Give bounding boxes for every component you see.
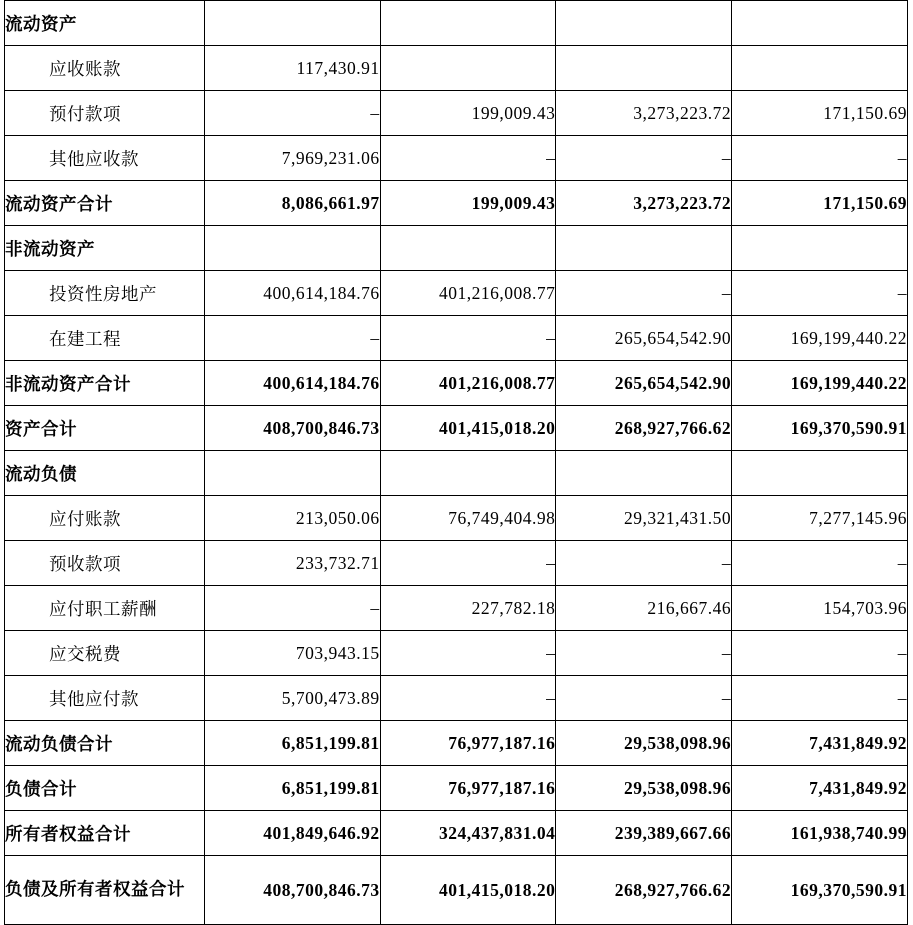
cell-value — [556, 451, 732, 496]
row-label: 应收账款 — [5, 46, 205, 91]
row-label: 流动负债 — [5, 451, 205, 496]
cell-value: 401,849,646.92 — [204, 811, 380, 856]
cell-value: 703,943.15 — [204, 631, 380, 676]
cell-value: 400,614,184.76 — [204, 271, 380, 316]
cell-value: – — [380, 631, 556, 676]
cell-value: – — [732, 136, 908, 181]
cell-value: 216,667.46 — [556, 586, 732, 631]
cell-value — [556, 226, 732, 271]
cell-value: 154,703.96 — [732, 586, 908, 631]
cell-value: 239,389,667.66 — [556, 811, 732, 856]
row-label: 非流动资产 — [5, 226, 205, 271]
table-row — [5, 721, 908, 766]
cell-value — [732, 1, 908, 46]
cell-value: – — [556, 271, 732, 316]
row-label: 所有者权益合计 — [5, 811, 205, 856]
cell-value: 213,050.06 — [204, 496, 380, 541]
cell-value: 408,700,846.73 — [204, 856, 380, 925]
cell-value: 265,654,542.90 — [556, 316, 732, 361]
cell-value — [732, 46, 908, 91]
cell-value: 268,927,766.62 — [556, 406, 732, 451]
table-row — [5, 496, 908, 541]
row-label: 流动负债合计 — [5, 721, 205, 766]
cell-value: 6,851,199.81 — [204, 766, 380, 811]
cell-value — [380, 46, 556, 91]
row-label: 非流动资产合计 — [5, 361, 205, 406]
table-row — [5, 586, 908, 631]
cell-value: 7,969,231.06 — [204, 136, 380, 181]
table-row — [5, 676, 908, 721]
cell-value: – — [380, 136, 556, 181]
row-label: 应付账款 — [5, 496, 205, 541]
row-label: 流动资产 — [5, 1, 205, 46]
cell-value: 401,415,018.20 — [380, 406, 556, 451]
financial-table — [4, 0, 908, 925]
cell-value: 400,614,184.76 — [204, 361, 380, 406]
cell-value: 3,273,223.72 — [556, 91, 732, 136]
table-row — [5, 271, 908, 316]
cell-value: 29,321,431.50 — [556, 496, 732, 541]
table-row — [5, 91, 908, 136]
cell-value: 29,538,098.96 — [556, 766, 732, 811]
table-row — [5, 856, 908, 925]
cell-value: 6,851,199.81 — [204, 721, 380, 766]
row-label: 应付职工薪酬 — [5, 586, 205, 631]
cell-value: – — [204, 316, 380, 361]
table-row — [5, 136, 908, 181]
table-row — [5, 631, 908, 676]
table-row — [5, 316, 908, 361]
row-label: 其他应付款 — [5, 676, 205, 721]
cell-value: 117,430.91 — [204, 46, 380, 91]
table-row — [5, 226, 908, 271]
row-label: 资产合计 — [5, 406, 205, 451]
cell-value — [732, 226, 908, 271]
cell-value: 169,370,590.91 — [732, 856, 908, 925]
cell-value — [732, 451, 908, 496]
cell-value: – — [380, 316, 556, 361]
cell-value: – — [380, 676, 556, 721]
table-row — [5, 1, 908, 46]
cell-value: 408,700,846.73 — [204, 406, 380, 451]
cell-value — [380, 1, 556, 46]
cell-value — [556, 1, 732, 46]
cell-value: – — [732, 676, 908, 721]
row-label: 负债及所有者权益合计 — [5, 856, 205, 925]
table-row — [5, 46, 908, 91]
cell-value: 401,216,008.77 — [380, 271, 556, 316]
row-label: 在建工程 — [5, 316, 205, 361]
cell-value: 265,654,542.90 — [556, 361, 732, 406]
row-label: 其他应收款 — [5, 136, 205, 181]
cell-value: – — [732, 541, 908, 586]
cell-value: 5,700,473.89 — [204, 676, 380, 721]
table-row — [5, 361, 908, 406]
cell-value: 7,277,145.96 — [732, 496, 908, 541]
cell-value: 76,977,187.16 — [380, 766, 556, 811]
cell-value — [204, 1, 380, 46]
table-row — [5, 181, 908, 226]
cell-value: 233,732.71 — [204, 541, 380, 586]
table-row — [5, 451, 908, 496]
cell-value: – — [732, 271, 908, 316]
cell-value: 268,927,766.62 — [556, 856, 732, 925]
cell-value: 169,199,440.22 — [732, 316, 908, 361]
cell-value: 227,782.18 — [380, 586, 556, 631]
cell-value: 401,216,008.77 — [380, 361, 556, 406]
cell-value: 76,977,187.16 — [380, 721, 556, 766]
cell-value: – — [556, 676, 732, 721]
cell-value: – — [556, 136, 732, 181]
row-label: 预收款项 — [5, 541, 205, 586]
row-label: 投资性房地产 — [5, 271, 205, 316]
cell-value: 76,749,404.98 — [380, 496, 556, 541]
row-label: 预付款项 — [5, 91, 205, 136]
cell-value: 169,199,440.22 — [732, 361, 908, 406]
table-row — [5, 766, 908, 811]
cell-value: 161,938,740.99 — [732, 811, 908, 856]
cell-value — [380, 451, 556, 496]
table-row — [5, 541, 908, 586]
cell-value — [556, 46, 732, 91]
cell-value — [204, 226, 380, 271]
cell-value: – — [556, 541, 732, 586]
cell-value: 199,009.43 — [380, 91, 556, 136]
row-label: 流动资产合计 — [5, 181, 205, 226]
cell-value: 8,086,661.97 — [204, 181, 380, 226]
cell-value: 324,437,831.04 — [380, 811, 556, 856]
row-label: 应交税费 — [5, 631, 205, 676]
cell-value: – — [204, 91, 380, 136]
cell-value: – — [732, 631, 908, 676]
table-body — [5, 1, 908, 925]
cell-value — [380, 226, 556, 271]
cell-value: – — [204, 586, 380, 631]
row-label: 负债合计 — [5, 766, 205, 811]
table-row — [5, 406, 908, 451]
cell-value: 171,150.69 — [732, 91, 908, 136]
cell-value: 199,009.43 — [380, 181, 556, 226]
cell-value: – — [380, 541, 556, 586]
cell-value: – — [556, 631, 732, 676]
cell-value: 7,431,849.92 — [732, 766, 908, 811]
cell-value: 401,415,018.20 — [380, 856, 556, 925]
cell-value: 29,538,098.96 — [556, 721, 732, 766]
table-row — [5, 811, 908, 856]
cell-value: 3,273,223.72 — [556, 181, 732, 226]
cell-value: 171,150.69 — [732, 181, 908, 226]
cell-value: 169,370,590.91 — [732, 406, 908, 451]
cell-value: 7,431,849.92 — [732, 721, 908, 766]
cell-value — [204, 451, 380, 496]
